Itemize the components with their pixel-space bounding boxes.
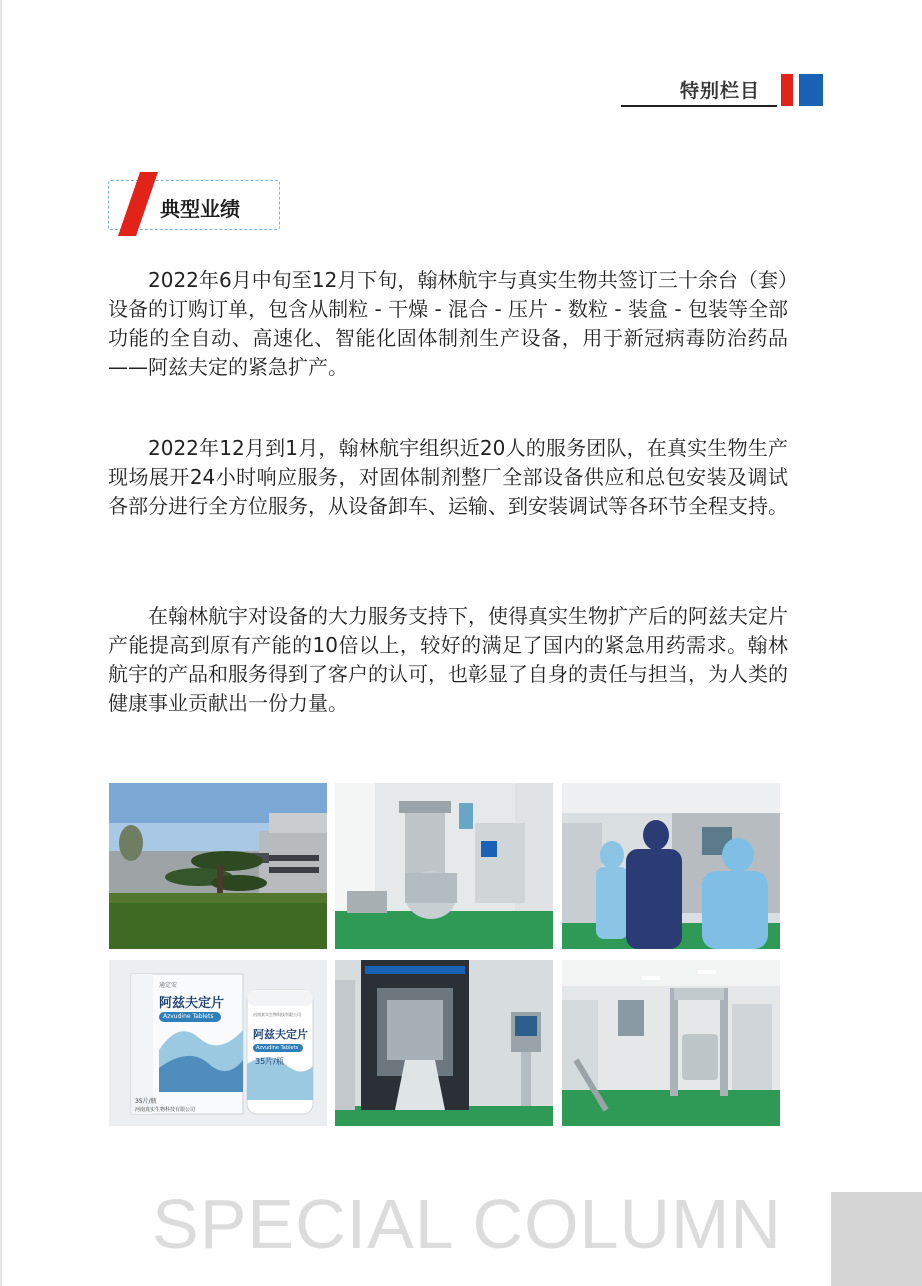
header-blue-bar	[799, 74, 823, 106]
photo-lifting-column	[562, 960, 780, 1126]
section-title: 典型业绩	[160, 197, 240, 221]
product-company-bottle: 河南真实生物科技有限公司	[253, 1012, 301, 1017]
photo-building-pine	[109, 783, 327, 949]
product-name-bottle: 阿兹夫定片	[253, 1028, 308, 1041]
paragraph-2: 2022年12月到1月，翰林航宇组织近20人的服务团队，在真实生物生产现场展开24小时响应服务，对固体制剂整厂全部设备供应和总包安装及调试各部分进行全方位服务，从设备卸车、运输、到安装调试等各环节全程支持。	[108, 436, 788, 518]
paragraph-3: 在翰林航宇对设备的大力服务支持下，使得真实生物扩产后的阿兹夫定片产能提高到原有产能的10倍以上，较好的满足了国内的紧急用药需求。翰林航宇的产品和服务得到了客户的认可，也彰显了自身的责任与担当，为人类的健康事业贡献出一份力量。	[108, 604, 788, 715]
photo-workers-cleanroom	[562, 783, 780, 949]
page-left-border	[0, 0, 2, 1286]
section-slash-icon	[118, 172, 158, 236]
product-brand: 通定安	[159, 982, 178, 989]
photo-tablet-press	[335, 960, 553, 1126]
footer-gray-block	[831, 1192, 922, 1286]
product-english-box: Azvudine Tablets	[163, 1013, 214, 1020]
product-count-box: 35片/瓶	[135, 1098, 157, 1105]
paragraph-1: 2022年6月中旬至12月下旬，翰林航宇与真实生物共签订三十余台（套）设备的订购订单，包含从制粒 - 干燥 - 混合 - 压片 - 数粒 - 装盒 - 包装等全部功能的全自动、高速化、智能化固体制剂生产设备，用于新冠病毒防治药品——阿兹夫定的紧急扩产。	[108, 268, 788, 379]
product-name-box: 阿兹夫定片	[159, 996, 225, 1011]
product-company-box: 河南真实生物科技有限公司	[135, 1107, 196, 1113]
footer-special-column: SPECIAL COLUMN	[152, 1185, 782, 1263]
photo-factory-mixers	[335, 783, 553, 949]
product-count-bottle: 35片/瓶	[255, 1057, 284, 1066]
photo-product-packaging	[109, 960, 327, 1126]
product-english-bottle: Azvudine Tablets	[256, 1045, 299, 1051]
header-rule	[621, 105, 777, 107]
header-title: 特别栏目	[679, 80, 760, 102]
header-red-bar	[781, 74, 793, 106]
